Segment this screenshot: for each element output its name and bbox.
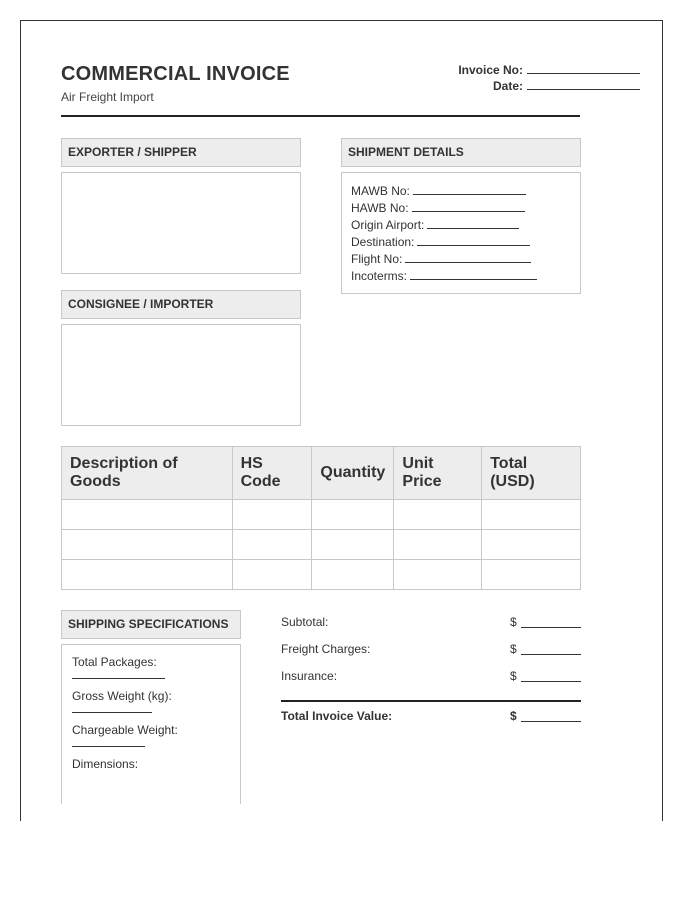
gross-weight-label: Gross Weight (kg): xyxy=(72,689,172,703)
origin-row[interactable] xyxy=(351,217,537,234)
table-cell[interactable] xyxy=(482,530,581,560)
flight-label: Flight No: xyxy=(351,252,403,266)
total-packages-label: Total Packages: xyxy=(72,655,157,669)
freight-field[interactable] xyxy=(521,642,581,655)
date-field[interactable] xyxy=(527,78,640,90)
invoice-no-label: Invoice No: xyxy=(458,63,523,77)
table-cell[interactable] xyxy=(62,500,233,530)
chargeable-weight-item[interactable] xyxy=(72,723,178,757)
insurance-label: Insurance: xyxy=(281,669,338,683)
table-cell[interactable] xyxy=(482,560,581,590)
specs-heading: SHIPPING SPECIFICATIONS xyxy=(61,610,241,639)
total-value-label: Total Invoice Value: xyxy=(281,709,393,723)
mawb-label: MAWB No: xyxy=(351,184,410,198)
totals-block xyxy=(281,615,581,696)
origin-label: Origin Airport: xyxy=(351,218,425,232)
table-cell[interactable] xyxy=(394,560,482,590)
total-packages-field[interactable] xyxy=(72,669,165,679)
table-cell[interactable] xyxy=(312,500,394,530)
totals-divider xyxy=(281,700,581,702)
hawb-row[interactable] xyxy=(351,200,537,217)
table-cell[interactable] xyxy=(232,560,312,590)
insurance-field[interactable] xyxy=(521,669,581,682)
page-title: COMMERCIAL INVOICE xyxy=(61,63,290,85)
incoterms-field[interactable] xyxy=(410,269,537,280)
table-row xyxy=(62,530,581,560)
consignee-box[interactable] xyxy=(61,324,301,426)
table-cell[interactable] xyxy=(482,500,581,530)
total-value-row[interactable] xyxy=(281,709,581,725)
shipment-fields xyxy=(351,183,537,285)
date-label: Date: xyxy=(492,79,523,93)
exporter-box[interactable] xyxy=(61,172,301,274)
goods-table xyxy=(61,446,581,590)
freight-currency: $ xyxy=(510,642,517,656)
consignee-heading: CONSIGNEE / IMPORTER xyxy=(61,290,301,319)
header-divider xyxy=(61,115,580,117)
table-cell[interactable] xyxy=(232,500,312,530)
col-hs-code: HS Code xyxy=(232,447,312,500)
chargeable-weight-field[interactable] xyxy=(72,737,145,747)
table-cell[interactable] xyxy=(62,560,233,590)
table-cell[interactable] xyxy=(394,500,482,530)
destination-field[interactable] xyxy=(417,235,530,246)
invoice-meta xyxy=(458,62,640,94)
shipment-heading: SHIPMENT DETAILS xyxy=(341,138,581,167)
destination-label: Destination: xyxy=(351,235,415,249)
insurance-currency: $ xyxy=(510,669,517,683)
flight-row[interactable] xyxy=(351,251,537,268)
col-quantity: Quantity xyxy=(312,447,394,500)
gross-weight-item[interactable] xyxy=(72,689,178,723)
flight-field[interactable] xyxy=(405,252,531,263)
subtotal-field[interactable] xyxy=(521,615,581,628)
hawb-field[interactable] xyxy=(412,201,525,212)
hawb-label: HAWB No: xyxy=(351,201,409,215)
table-row xyxy=(62,560,581,590)
table-cell[interactable] xyxy=(232,530,312,560)
total-value-currency: $ xyxy=(510,709,517,723)
destination-row[interactable] xyxy=(351,234,537,251)
goods-header-row xyxy=(62,447,581,500)
subtotal-currency: $ xyxy=(510,615,517,629)
table-cell[interactable] xyxy=(312,560,394,590)
incoterms-row[interactable] xyxy=(351,268,537,285)
table-row xyxy=(62,500,581,530)
dimensions-item[interactable] xyxy=(72,757,178,791)
exporter-heading: EXPORTER / SHIPPER xyxy=(61,138,301,167)
freight-label: Freight Charges: xyxy=(281,642,371,656)
total-packages-item[interactable] xyxy=(72,655,178,689)
dimensions-label: Dimensions: xyxy=(72,757,139,771)
origin-field[interactable] xyxy=(427,218,519,229)
incoterms-label: Incoterms: xyxy=(351,269,408,283)
table-cell[interactable] xyxy=(394,530,482,560)
freight-row[interactable] xyxy=(281,642,581,669)
col-description: Description of Goods xyxy=(62,447,233,500)
mawb-row[interactable] xyxy=(351,183,537,200)
page-subtitle: Air Freight Import xyxy=(61,90,154,104)
mawb-field[interactable] xyxy=(413,184,526,195)
table-cell[interactable] xyxy=(312,530,394,560)
total-value-field[interactable] xyxy=(521,709,581,722)
invoice-no-field[interactable] xyxy=(527,62,640,74)
col-unit-price: Unit Price xyxy=(394,447,482,500)
insurance-row[interactable] xyxy=(281,669,581,696)
specs-fields xyxy=(72,655,178,791)
table-cell[interactable] xyxy=(62,530,233,560)
subtotal-label: Subtotal: xyxy=(281,615,329,629)
subtotal-row[interactable] xyxy=(281,615,581,642)
chargeable-weight-label: Chargeable Weight: xyxy=(72,723,178,737)
col-total: Total (USD) xyxy=(482,447,581,500)
gross-weight-field[interactable] xyxy=(72,703,152,713)
